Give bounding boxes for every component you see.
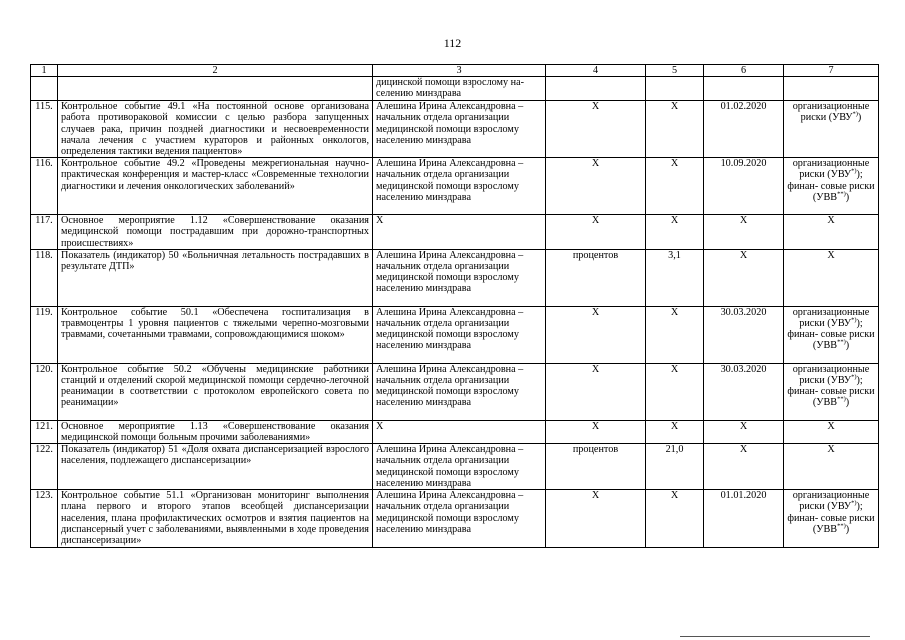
risk-footnote-mark: **) [837,396,846,404]
unit-cell: X [546,215,646,250]
risk-text: ) [845,397,850,409]
table-row [31,490,879,548]
risk-cell [784,215,879,250]
table-row [31,444,879,490]
date-cell: X [704,420,784,443]
risk-cell [784,158,879,215]
event-cell: Основное мероприятие 1.13 «Совершенствование оказания медицинской помощи больным прочими заболеваниями» [58,420,373,443]
responsible-cell: Алешина Ирина Александровна – начальник отдела организации медицинской помощи взрослому населению минздрава [373,444,546,490]
event-cell: Контрольное событие 51.1 «Организован мониторинг выполнения плана первого и второго этапов всеобщей диспансеризации населения, плана профилактических осмотров и взятия пациентов на диспансерный учет с заболеваниями, выявленными в ходе проведения диспансеризации» [58,490,373,548]
activities-table [30,64,879,548]
table-row [31,215,879,250]
risk-cell [784,249,879,306]
table-row [31,420,879,443]
table-row [31,249,879,306]
bottom-rule [680,636,870,637]
event-cell: Контрольное событие 50.1 «Обеспечена госпитализация в травмоцентры 1 уровня пациентов с тяжелыми черепно-мозговыми травмами, сочетанными травмами, сопровождающимися шоком» [58,306,373,363]
risk-text: организационные риски (УВУ [792,306,870,330]
risk-text: совые риски (УВВ [812,386,875,409]
continuation-row [31,77,879,101]
event-cell: Контрольное событие 50.2 «Обучены медицинские работники станций и отделений скорой медицинской помощи сердечно-легочной реанимации в соответствии с протоколом европейского совета по реанимации» [58,363,373,420]
column-number-row [31,65,879,77]
risk-footnote-mark: *) [852,111,858,119]
unit-cell: X [546,363,646,420]
date-cell: 01.01.2020 [704,490,784,548]
column-number: 2 [58,65,373,77]
unit-cell: X [546,158,646,215]
date-cell: 01.02.2020 [704,101,784,158]
risk-text: организационные риски (УВУ [792,158,870,181]
risk-text: организационные риски (УВУ [792,363,870,387]
risk-footnote-mark: *) [851,373,857,381]
risk-footnote-mark: *) [851,168,857,176]
responsible-cell: Алешина Ирина Александровна – начальник отдела организации медицинской помощи взрослому населению минздрава [373,249,546,306]
risk-cell [784,490,879,548]
responsible-cell: X [373,420,546,443]
risk-text: ) [845,191,850,203]
column-number: 6 [704,65,784,77]
event-cell: Контрольное событие 49.2 «Проведены межрегиональная научно-практическая конференция и мастер-класс «Современные технологии диагностики и лечения онкологических заболеваний» [58,158,373,215]
value-cell: X [646,420,704,443]
risk-cell [784,101,879,158]
row-number-cell: 123. [31,490,58,548]
risk-text: ) [845,340,850,352]
unit-cell: процентов [546,249,646,306]
responsible-cell: Алешина Ирина Александровна – начальник отдела организации медицинской помощи взрослому населению минздрава [373,363,546,420]
event-cell: Показатель (индикатор) 51 «Доля охвата диспансеризацией взрослого населения, подлежащего диспансеризации» [58,444,373,490]
unit-cell: процентов [546,444,646,490]
risk-cell [784,306,879,363]
risk-footnote-mark: **) [837,339,846,347]
risk-cell [784,363,879,420]
column-number: 4 [546,65,646,77]
table-row [31,363,879,420]
row-number-cell: 120. [31,363,58,420]
risk-cell [784,420,879,443]
risk-text: ); финан- [787,169,863,192]
risk-text: X [827,420,835,432]
risk-text: ); финан- [787,375,863,398]
unit-cell: X [546,420,646,443]
page-number: 112 [443,36,462,50]
value-cell: X [646,306,704,363]
unit-cell: X [546,490,646,548]
risk-text: совые риски (УВВ [812,512,875,535]
responsible-cell: дицинской помощи взрослому на-селению минздрава [373,77,546,101]
value-cell: 3,1 [646,249,704,306]
date-cell: X [704,215,784,250]
event-cell: Контрольное событие 49.1 «На постоянной основе организована работа противораковой комиссии с целью разбора запущенных случаев рака, причин поздней диагностики и несвоевременности начала лечения с участием кураторов и районных онкологов, определения тактики ведения пациентов» [58,101,373,158]
event-cell: Основное мероприятие 1.12 «Совершенствование оказания медицинской помощи пострадавшим при дорожно-транспортных происшествиях» [58,215,373,250]
responsible-cell: X [373,215,546,250]
row-number-cell: 118. [31,249,58,306]
row-number-cell: 119. [31,306,58,363]
risk-text: X [827,215,835,227]
risk-text: X [827,444,835,456]
risk-text: организационные риски (УВУ [792,101,870,124]
date-cell: X [704,444,784,490]
risk-text: ) [857,112,862,124]
column-number: 1 [31,65,58,77]
responsible-cell: Алешина Ирина Александровна – начальник отдела организации медицинской помощи взрослому населению минздрава [373,101,546,158]
row-number-cell: 117. [31,215,58,250]
date-cell: X [704,249,784,306]
row-number-cell: 115. [31,101,58,158]
row-number-cell: 121. [31,420,58,443]
responsible-cell: Алешина Ирина Александровна – начальник отдела организации медицинской помощи взрослому населению минздрава [373,490,546,548]
risk-footnote-mark: **) [837,190,846,198]
value-cell: X [646,363,704,420]
responsible-cell: Алешина Ирина Александровна – начальник отдела организации медицинской помощи взрослому населению минздрава [373,158,546,215]
date-cell: 10.09.2020 [704,158,784,215]
unit-cell: X [546,101,646,158]
risk-text: ) [845,523,850,535]
table-row [31,306,879,363]
risk-text: совые риски (УВВ [812,329,875,352]
event-cell: Показатель (индикатор) 50 «Больничная летальность пострадавших в результате ДТП» [58,249,373,306]
value-cell: X [646,158,704,215]
table-row [31,158,879,215]
value-cell: X [646,490,704,548]
risk-text: организационные риски (УВУ [792,490,870,513]
risk-footnote-mark: *) [851,316,857,324]
date-cell: 30.03.2020 [704,306,784,363]
date-cell: 30.03.2020 [704,363,784,420]
value-cell: X [646,101,704,158]
risk-text: X [827,249,835,261]
risk-footnote-mark: *) [851,500,857,508]
row-number-cell: 122. [31,444,58,490]
row-number-cell: 116. [31,158,58,215]
value-cell: 21,0 [646,444,704,490]
risk-text: совые риски (УВВ [812,180,875,203]
risk-cell [784,444,879,490]
column-number: 7 [784,65,879,77]
value-cell: X [646,215,704,250]
responsible-cell: Алешина Ирина Александровна – начальник отдела организации медицинской помощи взрослому населению минздрава [373,306,546,363]
risk-text: ); финан- [787,501,863,524]
risk-footnote-mark: **) [837,522,846,530]
column-number: 3 [373,65,546,77]
risk-text: ); финан- [787,318,863,341]
column-number: 5 [646,65,704,77]
unit-cell: X [546,306,646,363]
table-row [31,101,879,158]
